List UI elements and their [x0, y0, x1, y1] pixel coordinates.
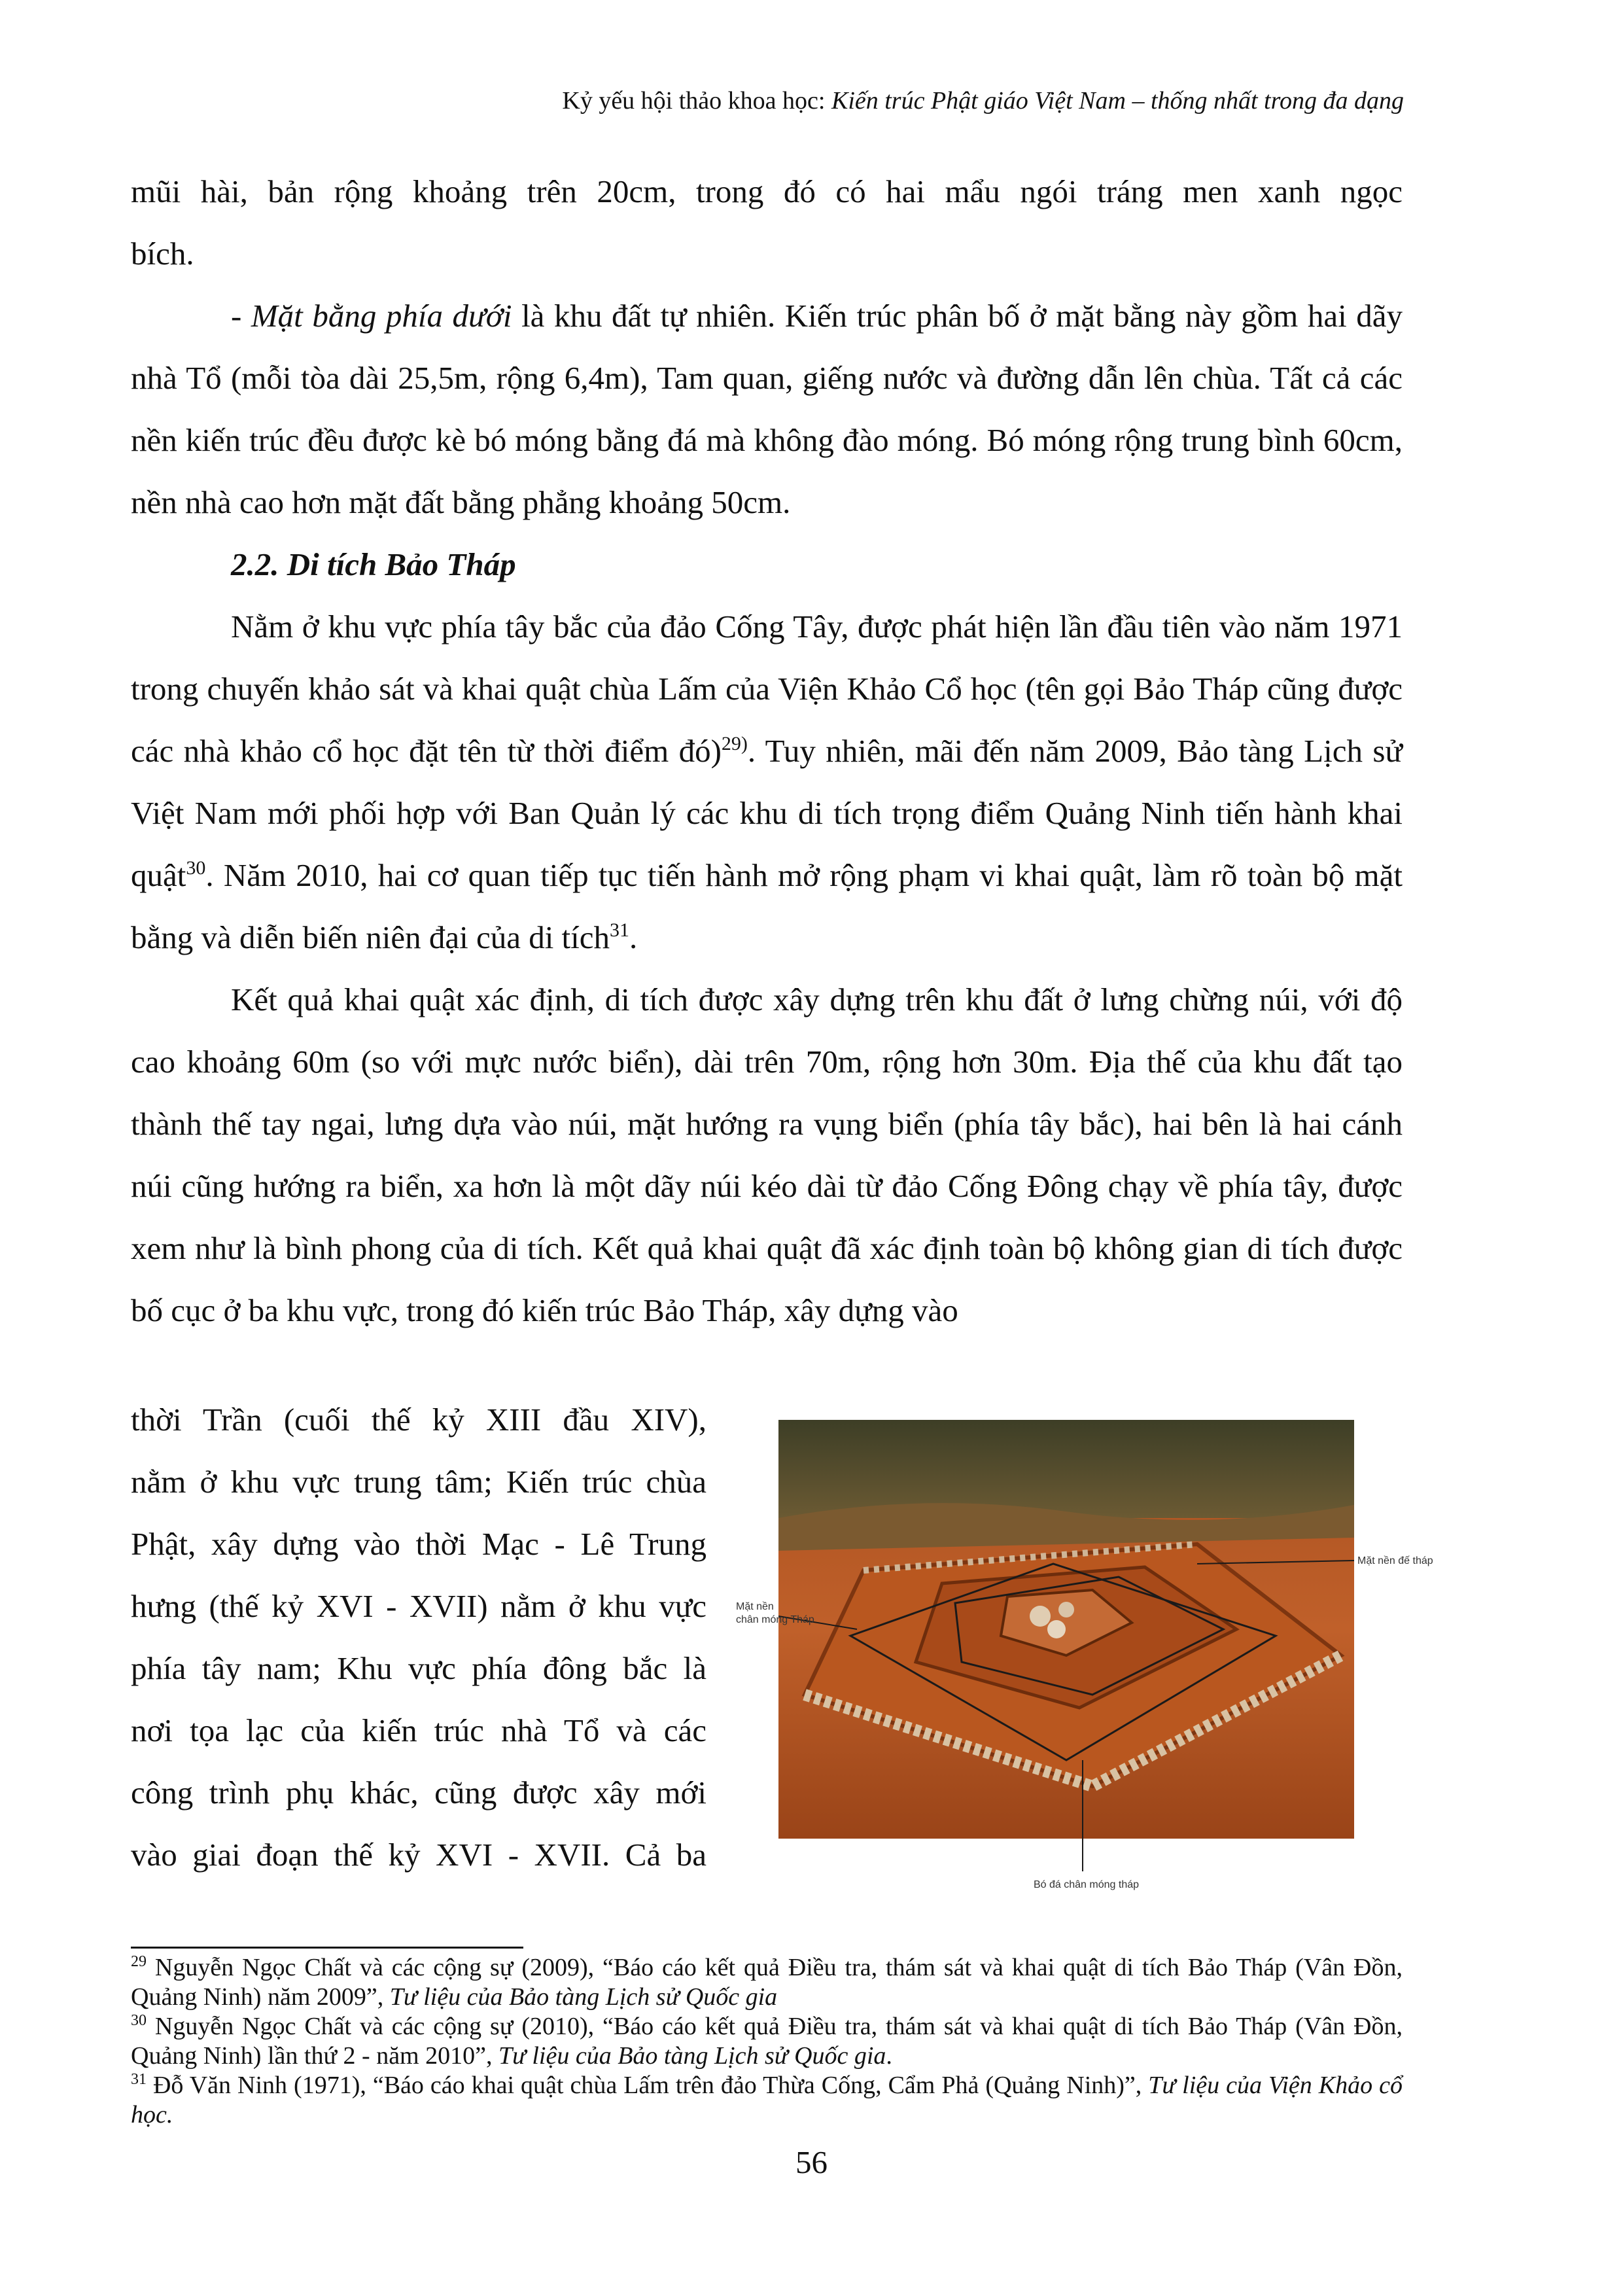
stone-block — [1030, 1606, 1051, 1627]
footnote-text: Nguyễn Ngọc Chất và các cộng sự (2010), “Báo cáo kết quả Điều tra, thám sát và khai quật di tích Bảo Tháp (Vân Đồn, Quảng Ninh) lần thứ 2 - năm 2010”, — [131, 2013, 1403, 2070]
footnote-separator — [131, 1947, 523, 1949]
paragraph-2-prefix: - — [231, 298, 251, 334]
main-text — [131, 160, 1403, 1341]
footnote-source: Tư liệu của Viện Khảo cổ học. — [131, 2072, 1403, 2128]
paragraph-2-italic: Mặt bằng phía dưới — [251, 298, 512, 334]
paragraph-1 — [131, 160, 1403, 285]
paragraph-3 — [131, 595, 1403, 968]
wrapped-line: công trình phụ khác, cũng được xây mới — [131, 1775, 707, 1810]
footnote-text: Nguyễn Ngọc Chất và các cộng sự (2009), “Báo cáo kết quả Điều tra, thám sát và khai quật di tích Bảo Tháp (Vân Đồn, Quảng Ninh) năm 2009”, — [131, 1954, 1403, 2011]
footnote-29 — [131, 1953, 1403, 2012]
footnote-tail: . — [886, 2042, 892, 2070]
excavation-photo-figure — [726, 1420, 1433, 1911]
label-bottom: Bó đá chân móng tháp — [1034, 1879, 1140, 1890]
paragraph-3-part-a: Nằm ở khu vực phía tây bắc của đảo Cống Tây, được phát hiện lần đầu tiên vào năm 1971 trong chuyến khảo sát và khai quật chùa Lấm của Viện Khảo Cổ học (tên gọi Bảo Tháp cũng được các nhà khảo cổ học đặt tên từ thời điểm đó) — [131, 609, 1403, 769]
paragraph-4: Kết quả khai quật xác định, di tích được xây dựng trên khu đất ở lưng chừng núi, với độ cao khoảng 60m (so với mực nước biển), dài trên 70m, rộng hơn 30m. Địa thế của khu đất tạo thành thế tay ngai, lưng dựa vào núi, mặt hướng ra vụng biển (phía tây bắc), hai bên là hai cánh núi cũng hướng ra biển, xa hơn là một dãy núi kéo dài từ đảo Cống Đông chạy về phía tây, được xem như là bình phong của di tích. Kết quả khai quật đã xác định toàn bộ không gian di tích được bố cục ở ba khu vực, trong đó kiến trúc Bảo Tháp, xây dựng vào — [131, 981, 1403, 1328]
forest-background — [778, 1420, 1354, 1518]
wrapped-line: Phật, xây dựng vào thời Mạc - Lê Trung — [131, 1526, 707, 1562]
wrapped-line: phía tây nam; Khu vực phía đông bắc là — [131, 1650, 707, 1686]
footnote-ref-31: 31 — [610, 919, 630, 941]
footnote-ref-29: 29) — [721, 733, 748, 754]
paragraph-2 — [131, 285, 1403, 533]
footnote-source: Tư liệu của Bảo tàng Lịch sử Quốc gia — [389, 1983, 778, 2011]
stone-block — [1058, 1602, 1074, 1617]
footnote-source: Tư liệu của Bảo tàng Lịch sử Quốc gia — [498, 2042, 886, 2070]
section-heading: 2.2. Di tích Bảo Tháp — [231, 546, 516, 582]
footnote-number: 30 — [131, 2012, 147, 2029]
wrapped-line: hưng (thế kỷ XVI - XVII) nằm ở khu vực — [131, 1588, 707, 1624]
label-left-1: Mặt nền — [736, 1601, 774, 1612]
paragraph-3-part-d: . — [629, 919, 638, 955]
label-left-2: chân móng Tháp — [736, 1614, 814, 1625]
wrapped-line: vào giai đoạn thế kỷ XVI - XVII. Cả ba — [131, 1837, 707, 1873]
paragraph-2-text: là khu đất tự nhiên. Kiến trúc phân bố ở mặt bằng này gồm hai dãy nhà Tổ (mỗi tòa dài 25,5m, rộng 6,4m), Tam quan, giếng nước và đường dẫn lên chùa. Tất cả các nền kiến trúc đều được kè bó móng bằng đá mà không đào móng. Bó móng rộng trung bình 60cm, nền nhà cao hơn mặt đất bằng phẳng khoảng 50cm. — [131, 298, 1403, 520]
wrapped-line: nằm ở khu vực trung tâm; Kiến trúc chùa — [131, 1464, 707, 1500]
header-title: Kiến trúc Phật giáo Việt Nam – thống nhất trong đa dạng — [831, 87, 1404, 115]
footnote-ref-30: 30 — [186, 857, 206, 879]
footnote-number: 29 — [131, 1953, 147, 1970]
running-header — [562, 85, 1404, 116]
wrapped-line: thời Trần (cuối thế kỷ XIII đầu XIV), — [131, 1402, 707, 1438]
footnotes — [131, 1953, 1403, 2130]
excavation-photo — [726, 1420, 1433, 1911]
wrapped-line: nơi tọa lạc của kiến trúc nhà Tổ và các — [131, 1712, 707, 1748]
footnote-text: Đỗ Văn Ninh (1971), “Báo cáo khai quật chùa Lấm trên đảo Thừa Cống, Cẩm Phả (Quảng Ninh)”, — [147, 2072, 1149, 2099]
page-number: 56 — [795, 2144, 828, 2180]
paragraph-3-part-c: . Năm 2010, hai cơ quan tiếp tục tiến hành mở rộng phạm vi khai quật, làm rõ toàn bộ mặt bằng và diễn biến niên đại của di tích — [131, 857, 1403, 955]
stone-block — [1047, 1620, 1066, 1638]
wrapped-text-column — [131, 1388, 707, 1886]
footnote-31 — [131, 2071, 1403, 2130]
footnote-number: 31 — [131, 2071, 147, 2088]
label-right: Mặt nền đế tháp — [1357, 1555, 1433, 1566]
paragraph-3-part-b: . Tuy nhiên, mãi đến năm 2009, Bảo tàng Lịch sử Việt Nam mới phối hợp với Ban Quản lý các khu di tích trọng điểm Quảng Ninh tiến hành khai quật — [131, 733, 1403, 893]
paragraph-1-line-2: bích. — [131, 236, 194, 272]
footnote-30 — [131, 2012, 1403, 2071]
header-prefix: Kỷ yếu hội thảo khoa học: — [562, 87, 831, 115]
paragraph-1-line-1: mũi hài, bản rộng khoảng trên 20cm, trong đó có hai mẩu ngói tráng men xanh ngọc — [131, 173, 1403, 209]
